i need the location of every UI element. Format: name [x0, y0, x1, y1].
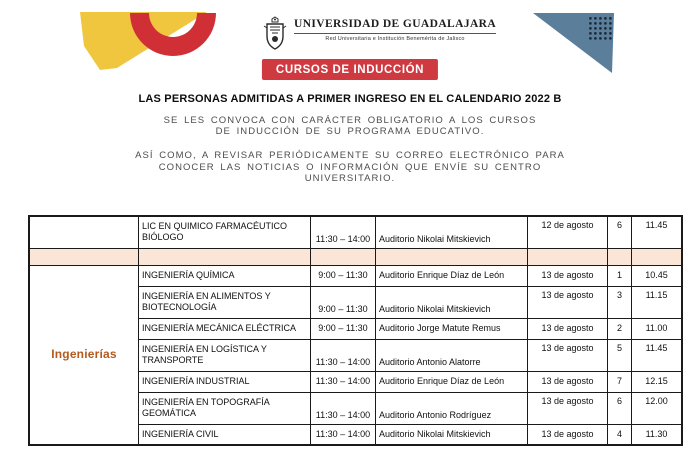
hour-cell: 10.45 [632, 265, 683, 286]
table-row [29, 265, 682, 286]
courses-banner: CURSOS DE INDUCCIÓN [262, 59, 438, 80]
category-cell-empty [29, 216, 139, 248]
group-cell: 6 [608, 392, 632, 424]
group-cell: 7 [608, 371, 632, 392]
date-cell: 13 de agosto [528, 392, 608, 424]
time-cell: 9:00 – 11:30 [311, 265, 376, 286]
group-cell: 6 [608, 216, 632, 248]
hour-cell: 12.00 [632, 392, 683, 424]
separator-cell [528, 248, 608, 265]
date-cell: 13 de agosto [528, 371, 608, 392]
separator-row [29, 248, 682, 265]
venue-cell: Auditorio Nikolai Mitskievich [376, 286, 528, 318]
date-cell: 13 de agosto [528, 424, 608, 445]
table-row [29, 216, 682, 248]
hour-cell: 11.45 [632, 216, 683, 248]
separator-cell [29, 248, 139, 265]
intro-section [0, 93, 700, 184]
hour-cell: 11.30 [632, 424, 683, 445]
separator-cell [608, 248, 632, 265]
time-cell: 11:30 – 14:00 [311, 216, 376, 248]
group-cell: 5 [608, 339, 632, 371]
separator-cell [311, 248, 376, 265]
venue-cell: Auditorio Jorge Matute Remus [376, 318, 528, 339]
separator-cell [139, 248, 311, 265]
time-cell: 11:30 – 14:00 [311, 371, 376, 392]
category-cell-ingenierias: Ingenierías [29, 265, 139, 445]
date-cell: 13 de agosto [528, 265, 608, 286]
schedule-table [28, 215, 683, 446]
separator-cell [632, 248, 683, 265]
corner-triangle-icon [528, 10, 618, 76]
date-cell: 13 de agosto [528, 286, 608, 318]
program-cell: INGENIERÍA EN ALIMENTOS Y BIOTECNOLOGÍA [139, 286, 311, 318]
time-cell: 11:30 – 14:00 [311, 339, 376, 371]
date-cell: 13 de agosto [528, 339, 608, 371]
group-cell: 4 [608, 424, 632, 445]
university-crest-icon [263, 16, 287, 50]
time-cell: 11:30 – 14:00 [311, 392, 376, 424]
program-cell: INGENIERÍA MECÁNICA ELÉCTRICA [139, 318, 311, 339]
time-cell: 11:30 – 14:00 [311, 424, 376, 445]
date-cell: 12 de agosto [528, 216, 608, 248]
program-cell: INGENIERÍA CIVIL [139, 424, 311, 445]
program-cell: INGENIERÍA QUÍMICA [139, 265, 311, 286]
brand-mark-icon [75, 8, 235, 72]
program-cell: LIC EN QUIMICO FARMACÉUTICO BIÓLOGO [139, 216, 311, 248]
time-cell: 9:00 – 11:30 [311, 286, 376, 318]
intro-heading: LAS PERSONAS ADMITIDAS A PRIMER INGRESO EN EL CALENDARIO 2022 B [138, 93, 562, 105]
venue-cell: Auditorio Enrique Díaz de León [376, 371, 528, 392]
group-cell: 3 [608, 286, 632, 318]
separator-cell [376, 248, 528, 265]
hour-cell: 12.15 [632, 371, 683, 392]
group-cell: 2 [608, 318, 632, 339]
hour-cell: 11.15 [632, 286, 683, 318]
program-cell: INGENIERÍA EN TOPOGRAFÍA GEOMÁTICA [139, 392, 311, 424]
venue-cell: Auditorio Antonio Alatorre [376, 339, 528, 371]
time-cell: 9:00 – 11:30 [311, 318, 376, 339]
venue-cell: Auditorio Enrique Díaz de León [376, 265, 528, 286]
venue-cell: Auditorio Antonio Rodríguez [376, 392, 528, 424]
program-cell: INGENIERÍA EN LOGÍSTICA Y TRANSPORTE [139, 339, 311, 371]
university-name: UNIVERSIDAD DE GUADALAJARA [294, 18, 497, 30]
university-logo [263, 16, 496, 50]
hour-cell: 11.45 [632, 339, 683, 371]
group-cell: 1 [608, 265, 632, 286]
date-cell: 13 de agosto [528, 318, 608, 339]
logo-divider [294, 33, 496, 34]
intro-paragraph-2: ASÍ COMO, A REVISAR PERIÓDICAMENTE SU CORREO ELECTRÓNICO PARA CONOCER LAS NOTICIAS O INFORMACIÓN QUE ENVÍE SU CENTRO UNIVERSITARIO. [135, 150, 565, 184]
hour-cell: 11.00 [632, 318, 683, 339]
university-tagline: Red Universitaria e Institución Benemérita de Jalisco [325, 35, 465, 42]
intro-paragraph-1: SE LES CONVOCA CON CARÁCTER OBLIGATORIO A LOS CURSOS DE INDUCCIÓN DE SU PROGRAMA EDUCATIVO. [163, 115, 537, 138]
program-cell: INGENIERÍA INDUSTRIAL [139, 371, 311, 392]
venue-cell: Auditorio Nikolai Mitskievich [376, 216, 528, 248]
venue-cell: Auditorio Nikolai Mitskievich [376, 424, 528, 445]
